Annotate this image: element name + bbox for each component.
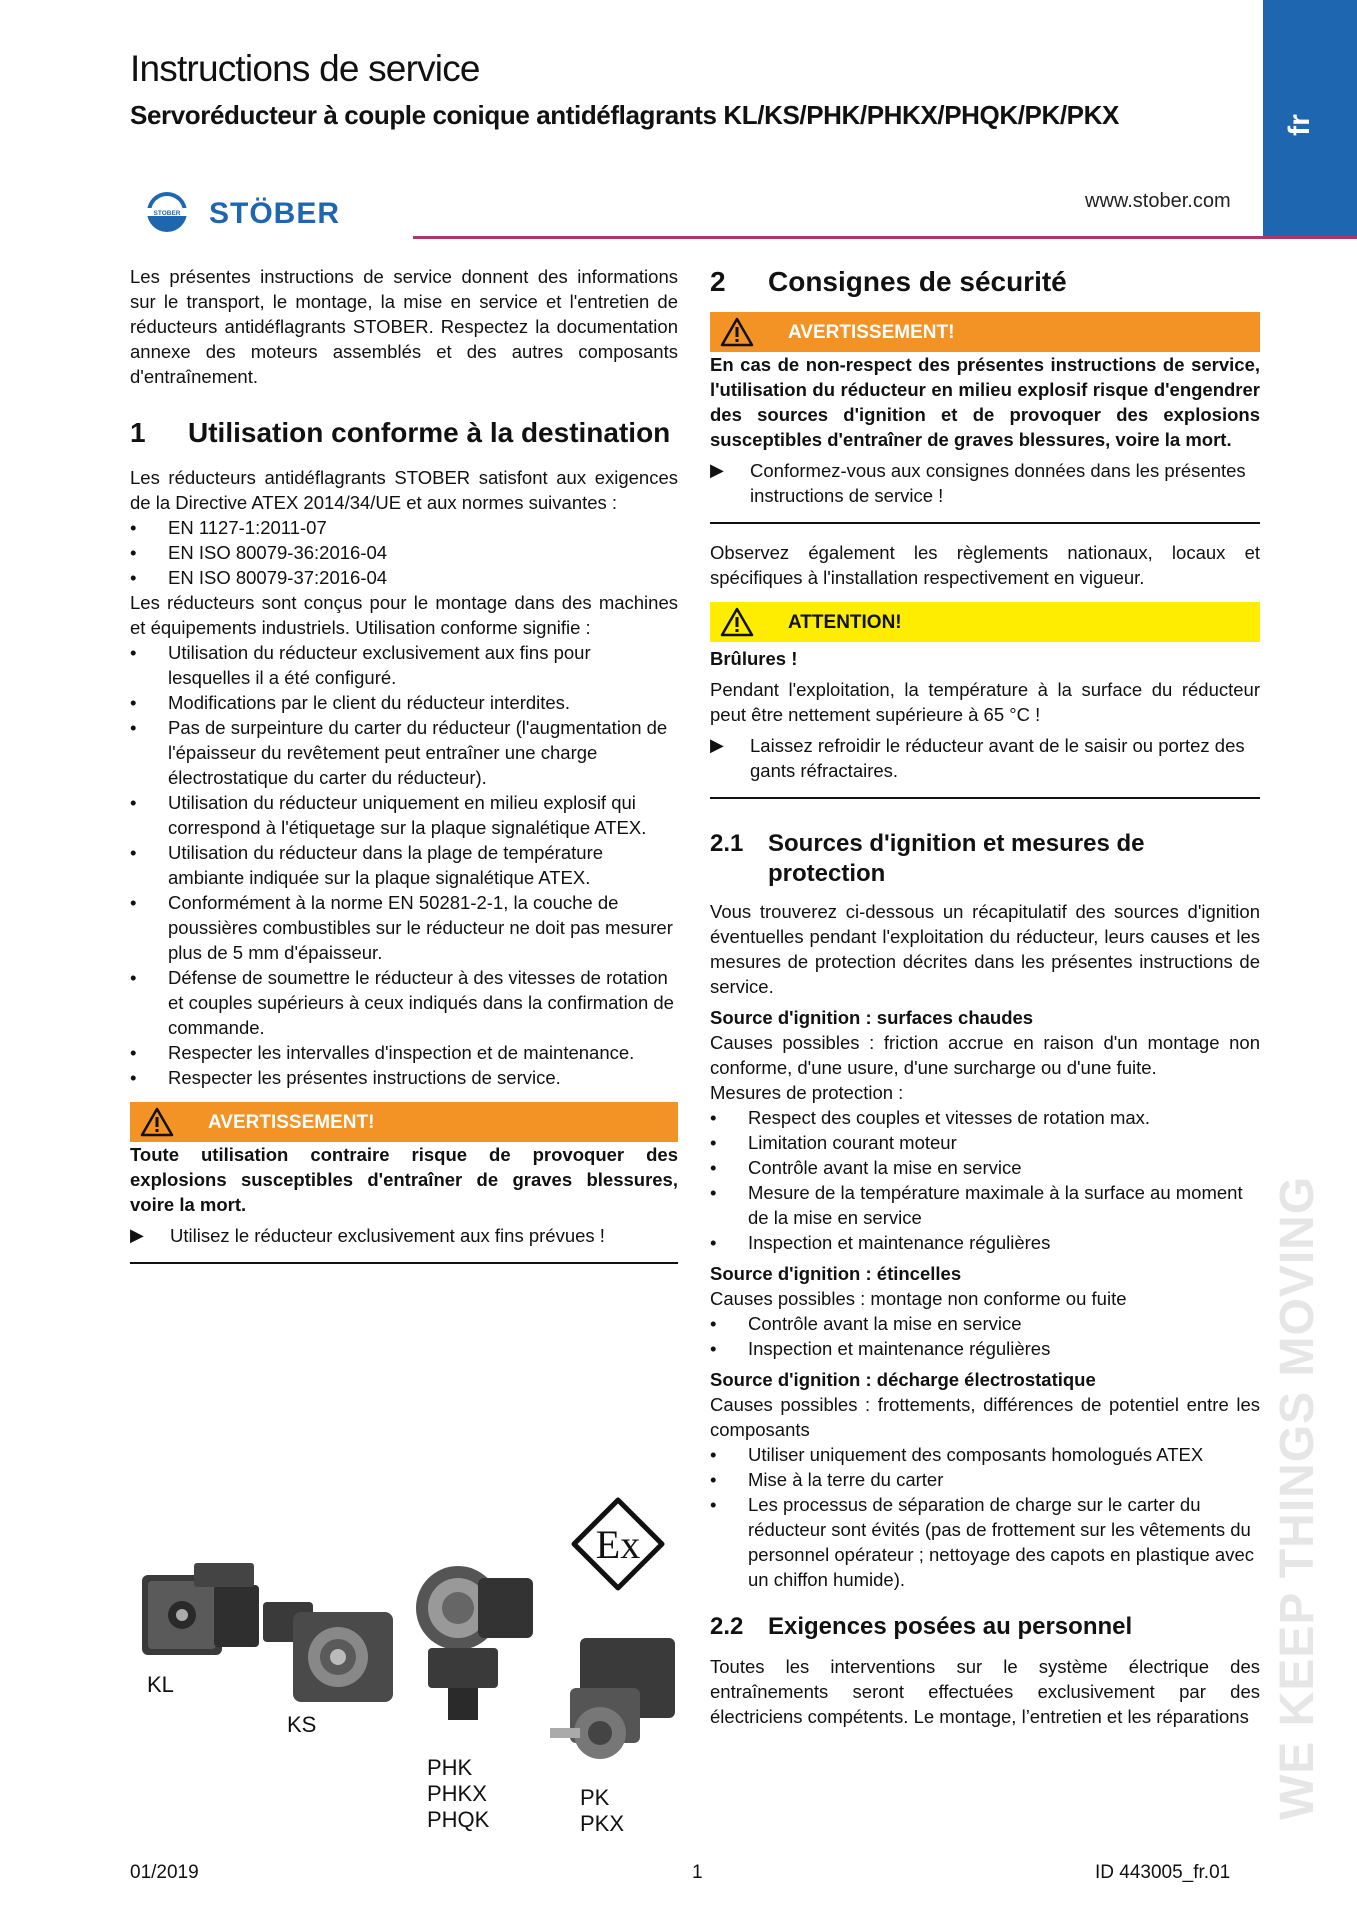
section22-heading [710,1612,1260,1642]
source2-causes: Causes possibles : montage non conforme ou fuite [710,1288,1127,1309]
warning-label: AVERTISSEMENT! [788,321,955,343]
attention-action: ▶ Laissez refroidir le réducteur avant de le saisir ou portez des gants réfractaires. [710,735,1245,781]
product-label-kl: KL [147,1672,174,1697]
section2-number: 2 [710,266,726,297]
list-item: • Mesure de la température maximale à la surface au moment de la mise en service [710,1182,1243,1228]
section1-title: Utilisation conforme à la destination [188,417,671,448]
list-item: • Utilisation du réducteur dans la plage de température ambiante indiquée sur la plaque signalétique ATEX. [130,842,604,888]
source1-list [710,1105,1260,1255]
product-image-pk [550,1638,680,1773]
attention-banner [710,602,1260,642]
section1-intro: Les réducteurs antidéflagrants STOBER satisfont aux exigences de la Directive ATEX 2014/34/UE et aux normes suivantes : [130,467,678,513]
page-title: Instructions de service [130,48,480,89]
section22-paragraph: Toutes les interventions sur le système électrique des entraînements seront effectuées exclusivement par des électriciens compétents. Le montage, l’entretien et les réparations [710,1656,1260,1727]
footer-document-id: ID 443005_fr.01 [1095,1862,1231,1883]
section21-intro: Vous trouverez ci-dessous un récapitulatif des sources d'ignition éventuelles pendant l'exploitation du réducteur, leurs causes et les mesures de protection décrites dans les présentes instructions de service. [710,901,1260,997]
warning-action: ▶ Conformez-vous aux consignes données dans les présentes instructions de service ! [710,460,1246,506]
list-item: • Modifications par le client du réducteur interdites. [130,692,571,713]
list-item: • Pas de surpeinture du carter du réducteur (l'augmentation de l'épaisseur du revêtement peut entraîner une charge électrostatique du carter du réducteur). [130,717,668,788]
list-item: • Contrôle avant la mise en service [710,1157,1022,1178]
right-column [710,264,1260,1729]
product-label-phk: PHK PHKX PHQK [427,1755,490,1832]
list-item: • Contrôle avant la mise en service [710,1313,1022,1334]
warning-text: En cas de non-respect des présentes instructions de service, l'utilisation du réducteur en milieu explosif risque d'engendrer des sources d'ignition et de provoquer des explosions susceptibles d'entraîner de graves blessures, voire la mort. [710,354,1260,450]
list-item: • EN ISO 80079-36:2016-04 [130,542,388,563]
page-subtitle: Servoréducteur à couple conique antidéflagrants KL/KS/PHK/PHKX/PHQK/PK/PKX [130,100,1119,130]
arrow-right-icon: ▶ [710,460,724,480]
arrow-right-icon: ▶ [710,735,724,755]
list-item: • Limitation courant moteur [710,1132,957,1153]
section1-heading [130,415,678,451]
section-divider [710,797,1260,799]
sidebar-tagline: WE KEEP THINGS MOVING [1271,1175,1324,1820]
warning-triangle-icon [140,1107,180,1137]
ex-mark-text: Ex [595,1522,641,1567]
product-image-phk [408,1548,538,1733]
list-item: • Inspection et maintenance régulières [710,1232,1051,1253]
list-item: • Respecter les présentes instructions de service. [130,1067,561,1088]
footer-date: 01/2019 [130,1862,199,1883]
section2-heading [710,264,1260,300]
language-label: fr [1282,114,1316,136]
warning-triangle-icon [720,317,760,347]
list-item: • Mise à la terre du carter [710,1469,944,1490]
logo-small-text: STOBER [153,210,181,217]
header-rule [413,236,1357,239]
source1-causes: Causes possibles : friction accrue en raison d'un montage non conforme, d'une usure, d'une surcharge ou d'une fuite. [710,1032,1260,1078]
source2-list [710,1311,1260,1361]
attention-title: Brûlures ! [710,648,798,669]
language-tab [1263,0,1357,236]
list-item: • Utilisation du réducteur uniquement en milieu explosif qui correspond à l'étiquetage sur la plaque signalétique ATEX. [130,792,647,838]
atex-ex-mark-icon [570,1496,666,1597]
source3-causes: Causes possibles : frottements, différences de potentiel entre les composants [710,1394,1260,1440]
section21-title: Sources d'ignition et mesures de protection [768,830,1145,887]
list-item: • Défense de soumettre le réducteur à des vitesses de rotation et couples supérieurs à ceux indiqués dans la confirmation de commande. [130,967,674,1038]
usage-list [130,640,678,1090]
warning-label: AVERTISSEMENT! [208,1111,375,1133]
attention-text: Pendant l'exploitation, la température à la surface du réducteur peut être nettement supérieure à 65 °C ! [710,679,1260,725]
section22-title: Exigences posées au personnel [768,1613,1133,1640]
list-item: • Inspection et maintenance régulières [710,1338,1051,1359]
product-image-kl [134,1555,264,1680]
footer-page-number: 1 [692,1862,703,1883]
logo-text: STÖBER [209,197,341,230]
list-item: • Respect des couples et vitesses de rotation max. [710,1107,1151,1128]
arrow-right-icon: ▶ [130,1225,144,1245]
warning-banner [710,312,1260,352]
warning-banner [130,1102,678,1142]
product-label-ks: KS [287,1712,317,1737]
source1-title: Source d'ignition : surfaces chaudes [710,1007,1034,1028]
section22-number: 2.2 [710,1613,744,1640]
list-item: • EN ISO 80079-37:2016-04 [130,567,388,588]
attention-triangle-icon [720,607,760,637]
source2-title: Source d'ignition : étincelles [710,1263,962,1284]
list-item: • Respecter les intervalles d'inspection et de maintenance. [130,1042,635,1063]
warning-action: ▶ Utilisez le réducteur exclusivement aux fins prévues ! [130,1225,605,1246]
section1-number: 1 [130,417,146,448]
warning-text: Toute utilisation contraire risque de provoquer des explosions susceptibles d'entraîner de graves blessures, voire la mort. [130,1144,678,1215]
regulations-paragraph: Observez également les règlements nationaux, locaux et spécifiques à l'installation respectivement en vigueur. [710,542,1260,588]
list-item: • EN 1127-1:2011-07 [130,517,327,538]
left-column [130,264,678,1264]
product-label-pk: PK PKX [580,1785,625,1836]
list-item: • Utiliser uniquement des composants homologués ATEX [710,1444,1204,1465]
list-item: • Utilisation du réducteur exclusivement aux fins pour lesquelles il a été configuré. [130,642,591,688]
section21-number: 2.1 [710,830,744,857]
stober-logo [145,190,385,236]
list-item: • Les processus de séparation de charge sur le carter du réducteur sont évités (pas de frottement sur les vêtements du personnel opérateur ; nettoyage des capots en plastique avec un chiffon humide). [710,1494,1255,1590]
source3-list [710,1442,1260,1592]
section-divider [710,522,1260,524]
intro-paragraph: Les présentes instructions de service donnent des informations sur le transport, le montage, la mise en service et l'entretien de réducteurs antidéflagrants STOBER. Respectez la documentation annexe des moteurs assemblés et des autres composants d'entraînement. [130,266,678,387]
attention-label: ATTENTION! [788,611,902,633]
source3-title: Source d'ignition : décharge électrostatique [710,1369,1096,1390]
source1-measures: Mesures de protection : [710,1082,904,1103]
section1-usage: Les réducteurs sont conçus pour le montage dans des machines et équipements industriels. Utilisation conforme signifie : [130,592,678,638]
section2-title: Consignes de sécurité [768,266,1067,297]
section21-heading [710,829,1260,889]
section-divider [130,1262,678,1264]
norms-list [130,515,678,590]
product-image-ks [263,1592,403,1717]
list-item: • Conformément à la norme EN 50281-2-1, la couche de poussières combustibles sur le réducteur ne doit pas mesurer plus de 5 mm d'épaisseur. [130,892,673,963]
website-url[interactable]: www.stober.com [1085,190,1231,212]
